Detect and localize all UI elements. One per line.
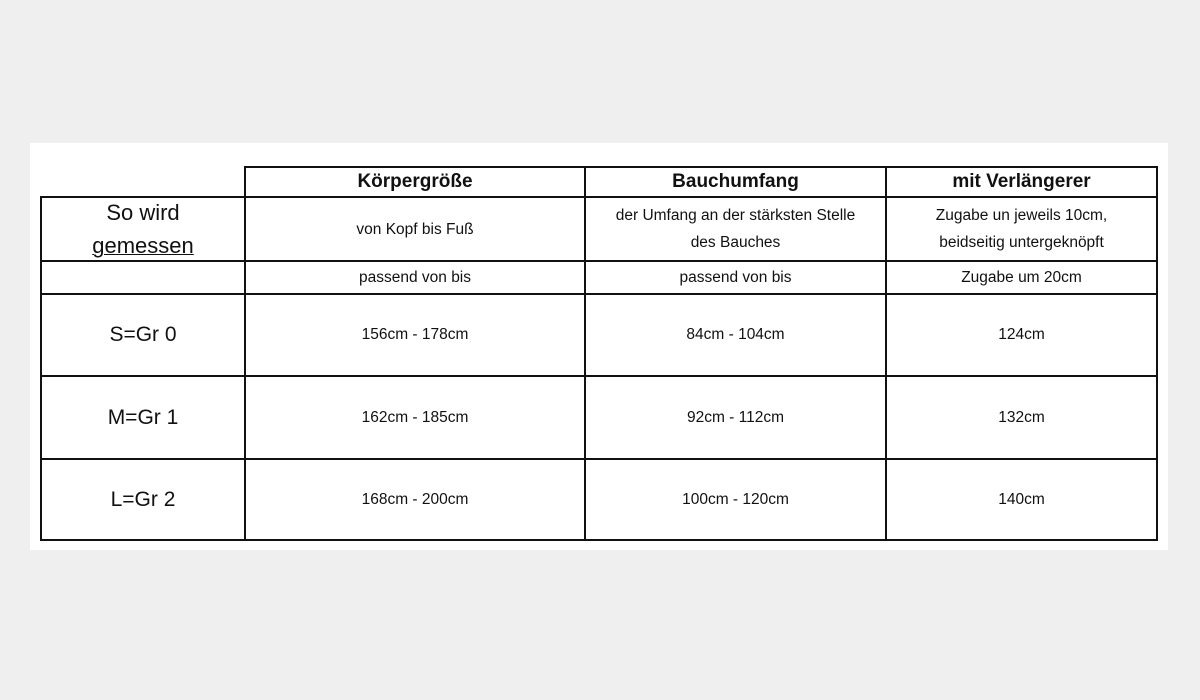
table-cell: 100cm - 120cm: [682, 490, 789, 508]
size-label-m: M=Gr 1: [107, 405, 179, 429]
table-cell: 162cm - 185cm: [361, 408, 469, 426]
rule-right: [1156, 166, 1158, 541]
size-chart-sheet: [30, 143, 1168, 550]
measure-desc-verlaengerer-line2: beidseitig untergeknöpft: [939, 234, 1104, 251]
measure-row-header-line2: gemessen: [92, 233, 194, 258]
measure-desc-koerpergroesse-line1: von Kopf bis Fuß: [356, 220, 474, 238]
fit-note-koerpergroesse: passend von bis: [358, 268, 472, 286]
measure-desc-verlaengerer-line1: Zugabe un jeweils 10cm,: [935, 207, 1108, 224]
size-label-l: L=Gr 2: [110, 487, 176, 511]
column-header-koerpergroesse: Körpergröße: [357, 171, 473, 192]
measure-row-header: [42, 198, 244, 260]
measure-desc-bauchumfang: [586, 198, 885, 260]
column-header-bauchumfang: Bauchumfang: [672, 171, 799, 192]
table-cell: 156cm - 178cm: [361, 326, 469, 343]
rule-bottom: [40, 539, 1158, 541]
fit-note-verlaengerer: Zugabe um 20cm: [961, 268, 1082, 286]
measure-desc-koerpergroesse: [246, 198, 584, 260]
table-cell: 92cm - 112cm: [686, 408, 785, 426]
size-label-s: S=Gr 0: [109, 323, 177, 346]
table-cell: 140cm: [998, 490, 1045, 508]
measure-row-header-line1: So wird: [106, 200, 180, 225]
table-cell: 124cm: [998, 326, 1045, 343]
measure-desc-bauchumfang-line1: der Umfang an der stärksten Stelle: [615, 207, 856, 224]
table-cell: 132cm: [998, 408, 1045, 426]
table-cell: 168cm - 200cm: [361, 490, 469, 508]
column-header-verlaengerer: mit Verlängerer: [952, 171, 1091, 192]
measure-desc-bauchumfang-line2: des Bauches: [690, 234, 781, 251]
measure-desc-verlaengerer: [887, 198, 1156, 260]
table-cell: 84cm - 104cm: [686, 326, 785, 343]
fit-note-bauchumfang: passend von bis: [679, 268, 792, 286]
